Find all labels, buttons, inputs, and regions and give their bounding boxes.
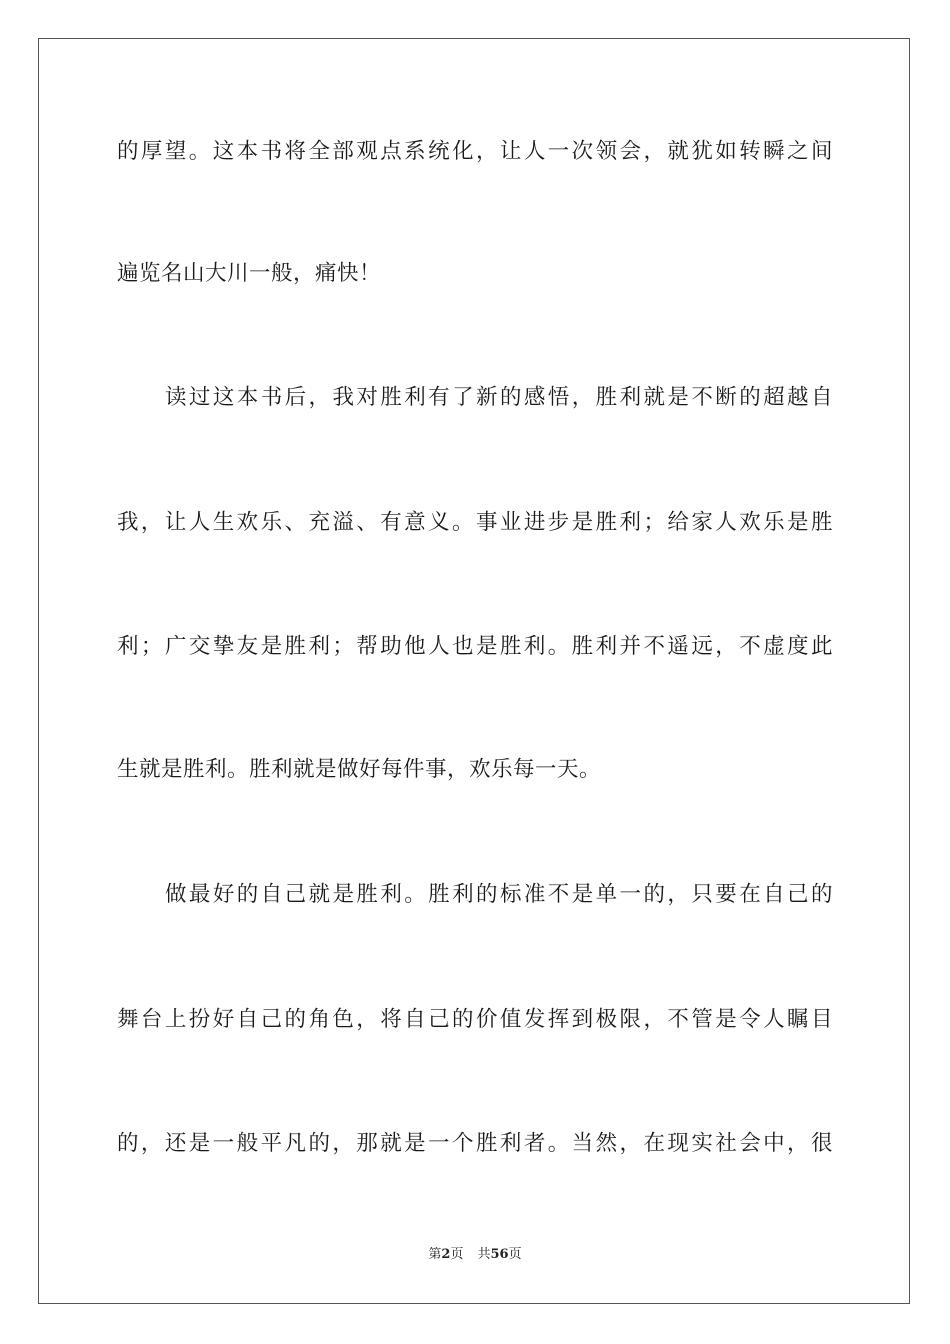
text-line-5: 利；广交挚友是胜利；帮助他人也是胜利。胜利并不遥远，不虚度此	[117, 634, 833, 659]
text-line-6: 生就是胜利。胜利就是做好每件事，欢乐每一天。	[117, 757, 602, 782]
page-border	[38, 38, 910, 1304]
text-line-3: 读过这本书后，我对胜利有了新的感悟，胜利就是不断的超越自	[165, 385, 833, 410]
text-line-9: 的，还是一般平凡的，那就是一个胜利者。当然，在现实社会中，很	[117, 1131, 833, 1156]
text-line-8: 舞台上扮好自己的角色，将自己的价值发挥到极限，不管是令人瞩目	[117, 1007, 833, 1032]
text-line-2: 遍览名山大川一般，痛快！	[117, 261, 382, 286]
footer-page-suffix: 页	[450, 1247, 464, 1262]
page-footer	[0, 1247, 950, 1263]
text-line-4: 我，让人生欢乐、充溢、有意义。事业进步是胜利；给家人欢乐是胜	[117, 510, 833, 535]
footer-total-prefix: 共	[477, 1247, 491, 1262]
footer-page-number: 2	[441, 1247, 451, 1262]
footer-total-pages: 56	[490, 1247, 509, 1262]
footer-total-suffix: 页	[508, 1247, 522, 1262]
text-line-1: 的厚望。这本书将全部观点系统化，让人一次领会，就犹如转瞬之间	[117, 139, 833, 164]
text-line-7: 做最好的自己就是胜利。胜利的标准不是单一的，只要在自己的	[165, 882, 833, 907]
footer-page-prefix: 第	[428, 1247, 442, 1262]
